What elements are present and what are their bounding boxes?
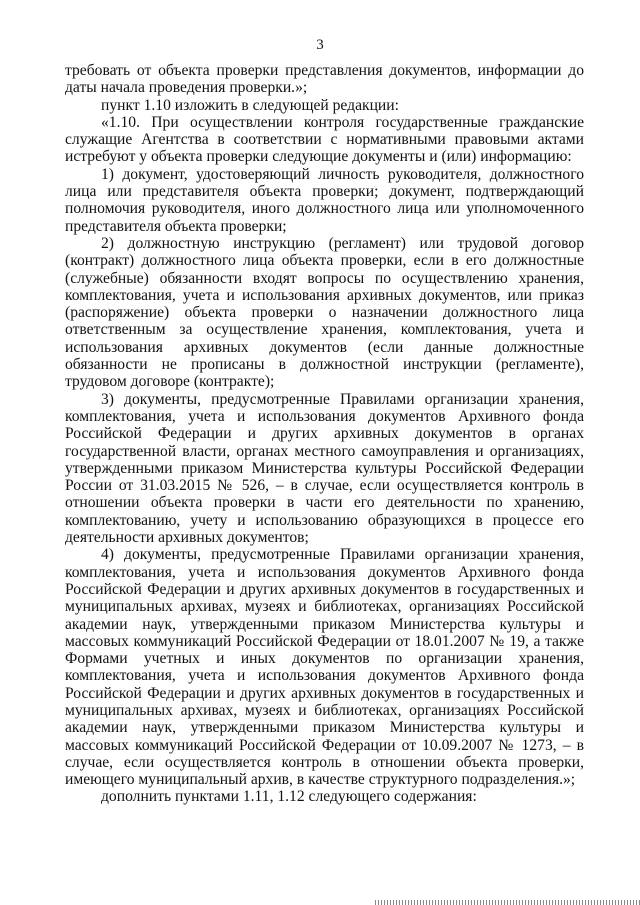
document-body [65,62,584,806]
paragraph-item-2: 2) должностную инструкцию (регламент) или трудовой договор (контракт) должностного лица объекта проверки, если в его должностные (служебные) обязанности входят вопросы по осуществлению хранения, комплектования, учета и использования архивных документов, или приказ (распоряжение) объекта проверки о назначении должностного лица ответственным за осуществление хранения, комплектования, учета и использования архивных документов (если данные должностные обязанности не прописаны в должностной инструкции (регламенте), трудовом договоре (контракте); [65,234,584,391]
paragraph-amend-1-10: пункт 1.10 изложить в следующей редакции: [101,96,399,114]
paragraph-continuation: требовать от объекта проверки представления документов, информации до даты начала проведения проверки.»; [65,62,584,97]
paragraph-item-4: 4) документы, предусмотренные Правилами организации хранения, комплектования, учета и использования документов Архивного фонда Российской Федерации и других архивных документов в государственных и муниципальных архивах, музеях и библиотеках, организациях Российской академии наук, утвержденными приказом Министерства культуры и массовых коммуникаций Российской Федерации от 18.01.2007 № 19, а также Формами учетных и иных документов по организации хранения, комплектования, учета и использования документов Архивного фонда Российской Федерации и других архивных документов в государственных и муниципальных архивах, музеях и библиотеках, организациях Российской академии наук, утвержденными приказом Министерства культуры и массовых коммуникаций Российской Федерации от 10.09.2007 № 1273, – в случае, если осуществляется контроль в отношении объекта проверки, имеющего муниципальный архив, в качестве структурного подразделения.»; [65,546,584,789]
paragraph-add-clauses: дополнить пунктами 1.11, 1.12 следующего содержания: [101,788,477,806]
page-number: 3 [316,37,324,53]
paragraph-clause-1-10: «1.10. При осуществлении контроля государственные гражданские служащие Агентства в соответствии с нормативными правовыми актами истребуют у объекта проверки следующие документы и (или) информацию: [65,113,584,166]
paragraph-item-1: 1) документ, удостоверяющий личность руководителя, должностного лица или представителя объекта проверки; документ, подтверждающий полномочия руководителя, иного должностного лица или уполномоченного представителя объекта проверки; [65,165,584,235]
scan-artifact [375,900,640,905]
paragraph-item-3: 3) документы, предусмотренные Правилами организации хранения, комплектования, учета и использования документов Архивного фонда Российской Федерации и других архивных документов в органах государственной власти, органах местного самоуправления и организациях, утвержденными приказом Министерства культуры Российской Федерации России от 31.03.2015 № 526, – в случае, если осуществляется контроль в отношении объекта проверки в части его деятельности по хранению, комплектованию, учету и использованию образующихся в процессе его деятельности архивных документов; [65,390,584,547]
